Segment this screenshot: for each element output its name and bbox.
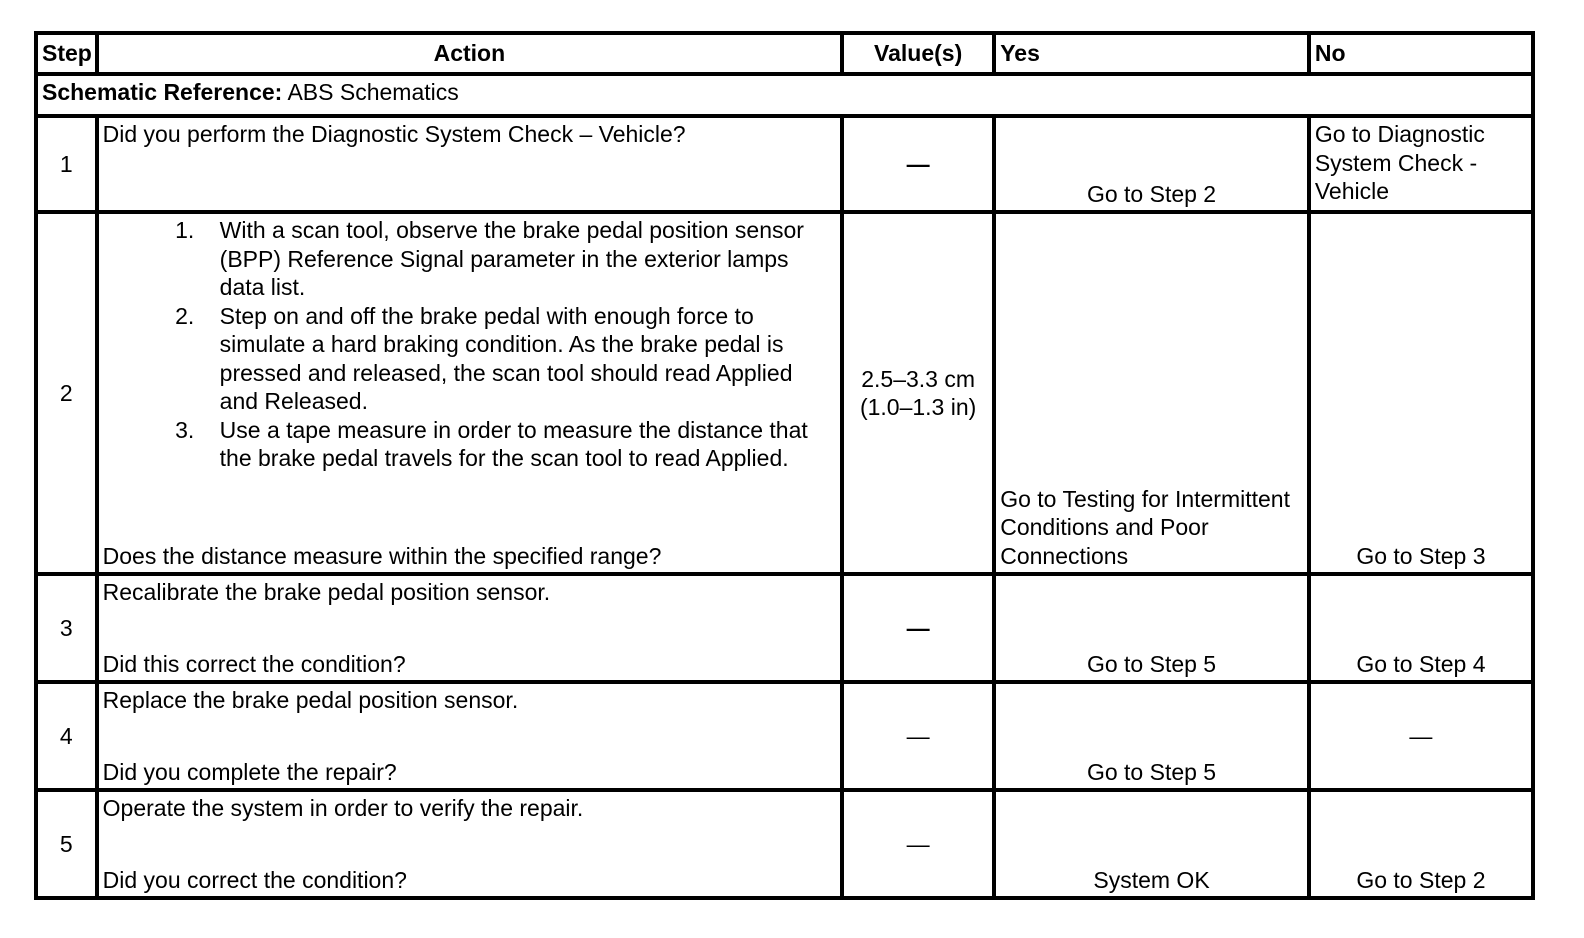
step-number: 5: [36, 790, 97, 898]
action-text: Replace the brake pedal position sensor.: [102, 687, 519, 713]
table-row: [36, 116, 1533, 212]
yes-cell: Go to Step 5: [994, 682, 1309, 790]
action-question: Did this correct the condition?: [102, 650, 406, 677]
value-metric: 2.5–3.3 cm: [861, 365, 976, 392]
list-item: 2. Step on and off the brake pedal with enough force to simulate a hard braking condition. As the brake pedal is pressed and released, the scan tool should read Applied and Released.: [201, 302, 836, 416]
value-cell: —: [842, 682, 994, 790]
yes-cell: Go to Step 5: [994, 574, 1309, 682]
value-cell: —: [842, 116, 994, 212]
action-cell: [97, 212, 842, 574]
value-imperial: (1.0–1.3 in): [859, 394, 977, 420]
value-cell: [842, 212, 994, 574]
action-cell: [97, 682, 842, 790]
diagnostic-table: [34, 31, 1535, 900]
no-cell: Go to Diagnostic System Check - Vehicle: [1309, 116, 1533, 212]
action-text: Recalibrate the brake pedal position sensor.: [102, 579, 551, 605]
step-number: 1: [36, 116, 97, 212]
yes-cell: Go to Step 2: [994, 116, 1309, 212]
header-no: No: [1309, 33, 1533, 74]
step-number: 4: [36, 682, 97, 790]
table-row: [36, 682, 1533, 790]
no-cell: Go to Step 4: [1309, 574, 1533, 682]
no-cell: —: [1309, 682, 1533, 790]
action-cell: [97, 790, 842, 898]
schematic-reference: [36, 74, 1533, 116]
yes-cell: Go to Testing for Intermittent Conditions and Poor Connections: [994, 212, 1309, 574]
action-cell: [97, 574, 842, 682]
action-question: Did you correct the condition?: [102, 866, 407, 893]
header-step: Step: [36, 33, 97, 74]
table-row: [36, 790, 1533, 898]
value-cell: —: [842, 790, 994, 898]
action-question: Did you complete the repair?: [102, 758, 397, 785]
action-text: Did you perform the Diagnostic System Check – Vehicle?: [97, 116, 842, 212]
header-yes: Yes: [994, 33, 1309, 74]
yes-cell: System OK: [994, 790, 1309, 898]
schematic-reference-label: Schematic Reference:: [42, 79, 283, 105]
action-text: Operate the system in order to verify the repair.: [102, 795, 584, 821]
step-number: 2: [36, 212, 97, 574]
header-row: [36, 33, 1533, 74]
header-values: Value(s): [842, 33, 994, 74]
schematic-reference-row: [36, 74, 1533, 116]
list-item: 1. With a scan tool, observe the brake pedal position sensor (BPP) Reference Signal parameter in the exterior lamps data list.: [201, 216, 836, 302]
table-row: [36, 212, 1533, 574]
header-action: Action: [97, 33, 842, 74]
action-steps-list: [103, 216, 836, 473]
schematic-reference-value: ABS Schematics: [287, 79, 459, 105]
no-cell: Go to Step 3: [1309, 212, 1533, 574]
value-cell: —: [842, 574, 994, 682]
step-number: 3: [36, 574, 97, 682]
action-question: Does the distance measure within the specified range?: [102, 542, 662, 569]
list-item: 3. Use a tape measure in order to measure the distance that the brake pedal travels for the scan tool to read Applied.: [201, 416, 836, 473]
table-row: [36, 574, 1533, 682]
no-cell: Go to Step 2: [1309, 790, 1533, 898]
